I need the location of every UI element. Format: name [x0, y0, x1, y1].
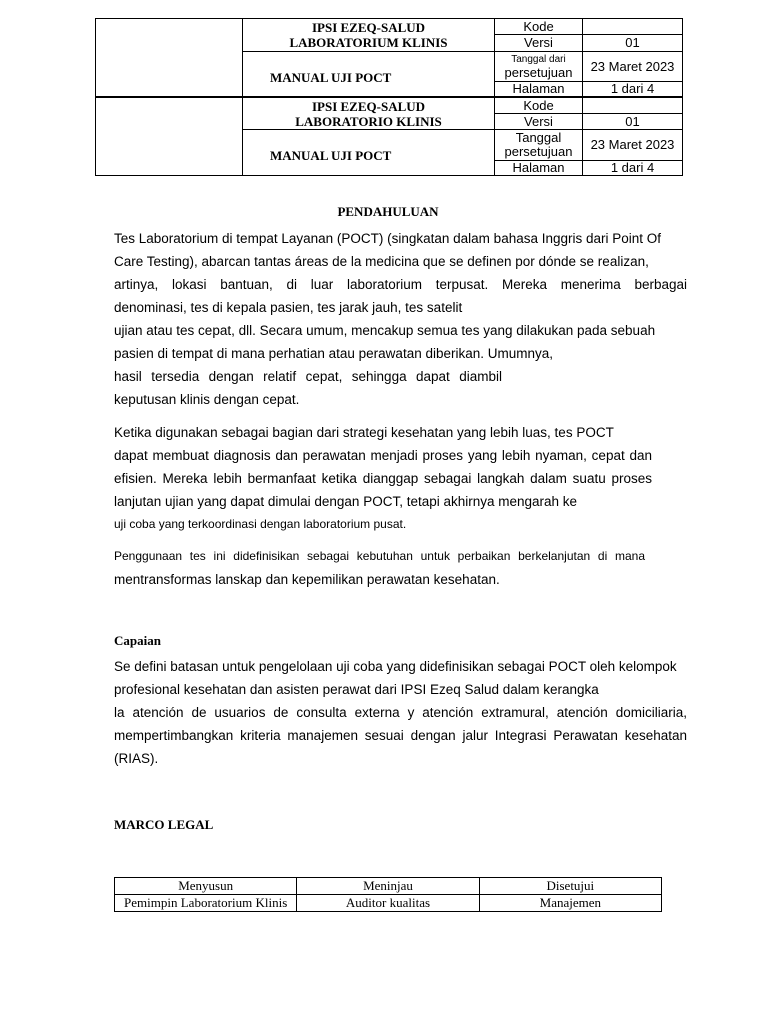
tanggal-value: 23 Maret 2023 — [583, 52, 683, 82]
tanggal-label — [495, 52, 583, 82]
paragraph-line: artinya, lokasi bantuan, di luar laboratorium terpusat. Mereka menerima berbagai — [114, 277, 687, 292]
paragraph-line: dapat membuat diagnosis dan perawatan menjadi proses yang lebih nyaman, cepat dan — [114, 448, 652, 463]
paragraph-line: pasien di tempat di mana perhatian atau perawatan diberikan. Umumnya, — [114, 346, 554, 361]
header-title-cell — [243, 98, 495, 130]
halaman-value: 1 dari 4 — [583, 82, 683, 97]
value-meninjau: Auditor kualitas — [297, 895, 479, 912]
approval-header-row — [115, 878, 662, 895]
intro-paragraph-2 — [114, 421, 687, 536]
section-heading-marco-legal: MARCO LEGAL — [114, 817, 214, 832]
lab-name: LABORATORIO KLINIS — [295, 113, 442, 129]
paragraph-line: mentransformas lanskap dan kepemilikan perawatan kesehatan. — [114, 572, 500, 587]
logo-cell — [96, 98, 243, 176]
manual-title: MANUAL UJI POCT — [243, 52, 495, 97]
header-meninjau: Meninjau — [297, 878, 479, 895]
document-header-table — [95, 97, 683, 176]
paragraph-line: Ketika digunakan sebagai bagian dari strategi kesehatan yang lebih luas, tes POCT — [114, 425, 614, 440]
versi-label: Versi — [495, 114, 583, 130]
value-menyusun: Pemimpin Laboratorium Klinis — [115, 895, 297, 912]
paragraph-line: efisien. Mereka lebih bermanfaat ketika dianggap sebagai langkah dalam suatu proses — [114, 471, 652, 486]
paragraph-line: profesional kesehatan dan asisten perawat dari IPSI Ezeq Salud dalam kerangka — [114, 682, 599, 697]
kode-value — [583, 98, 683, 114]
document-header-table — [95, 18, 683, 97]
versi-value: 01 — [583, 35, 683, 52]
halaman-value: 1 dari 4 — [583, 161, 683, 176]
paragraph-line: Se defini batasan untuk pengelolaan uji coba yang didefinisikan sebagai POCT oleh kelompok — [114, 659, 677, 674]
versi-label: Versi — [495, 35, 583, 52]
kode-label: Kode — [495, 19, 583, 35]
tanggal-label-line1: Tanggal dari — [511, 53, 566, 65]
tanggal-value: 23 Maret 2023 — [583, 130, 683, 161]
approval-table — [114, 877, 662, 912]
tanggal-label-line2: persetujuan — [504, 144, 573, 159]
paragraph-line: Care Testing), abarcan tantas áreas de la medicina que se definen por dónde se realizan, — [114, 254, 649, 269]
header-title-cell — [243, 19, 495, 52]
header-disetujui: Disetujui — [479, 878, 661, 895]
lab-name: LABORATORIUM KLINIS — [289, 35, 448, 50]
paragraph-line: uji coba yang terkoordinasi dengan laboratorium pusat. — [114, 517, 407, 531]
logo-cell — [96, 19, 243, 97]
paragraph-line: Penggunaan tes ini didefinisikan sebagai kebutuhan untuk perbaikan berkelanjutan di mana — [114, 549, 645, 563]
paragraph-line: ujian atau tes cepat, dll. Secara umum, mencakup semua tes yang dilakukan pada sebuah — [114, 323, 656, 338]
org-name: IPSI EZEQ-SALUD — [311, 98, 426, 114]
tanggal-label — [495, 130, 583, 161]
halaman-label: Halaman — [495, 161, 583, 176]
paragraph-line: hasil tersedia dengan relatif cepat, sehingga dapat diambil — [114, 369, 502, 384]
halaman-label: Halaman — [495, 82, 583, 97]
approval-value-row — [115, 895, 662, 912]
capaian-paragraph — [114, 655, 687, 770]
versi-value: 01 — [583, 114, 683, 130]
paragraph-line: lanjutan ujian yang dapat dimulai dengan POCT, tetapi akhirnya mengarah ke — [114, 494, 578, 509]
org-name: IPSI EZEQ-SALUD — [311, 20, 426, 35]
header-menyusun: Menyusun — [115, 878, 297, 895]
paragraph-line: Tes Laboratorium di tempat Layanan (POCT) (singkatan dalam bahasa Inggris dari Point Of — [114, 231, 662, 246]
paragraph-line: denominasi, tes di kepala pasien, tes jarak jauh, tes satelit — [114, 300, 463, 315]
tanggal-label-line1: Tanggal — [515, 130, 562, 145]
intro-paragraph-3 — [114, 545, 687, 591]
intro-paragraph-1 — [114, 227, 687, 411]
section-heading-capaian: Capaian — [114, 633, 161, 648]
value-disetujui: Manajemen — [479, 895, 661, 912]
paragraph-line: la atención de usuarios de consulta externa y atención extramural, atención domiciliaria, — [114, 705, 687, 720]
kode-label: Kode — [495, 98, 583, 114]
paragraph-line: keputusan klinis dengan cepat. — [114, 392, 300, 407]
manual-title: MANUAL UJI POCT — [243, 130, 495, 176]
paragraph-line: (RIAS). — [114, 751, 159, 766]
tanggal-label-line2: persetujuan — [504, 64, 573, 80]
section-heading-pendahuluan: PENDAHULUAN — [337, 204, 439, 219]
paragraph-line: mempertimbangkan kriteria manajemen sesuai dengan jalur Integrasi Perawatan kesehatan — [114, 728, 687, 743]
kode-value — [583, 19, 683, 35]
